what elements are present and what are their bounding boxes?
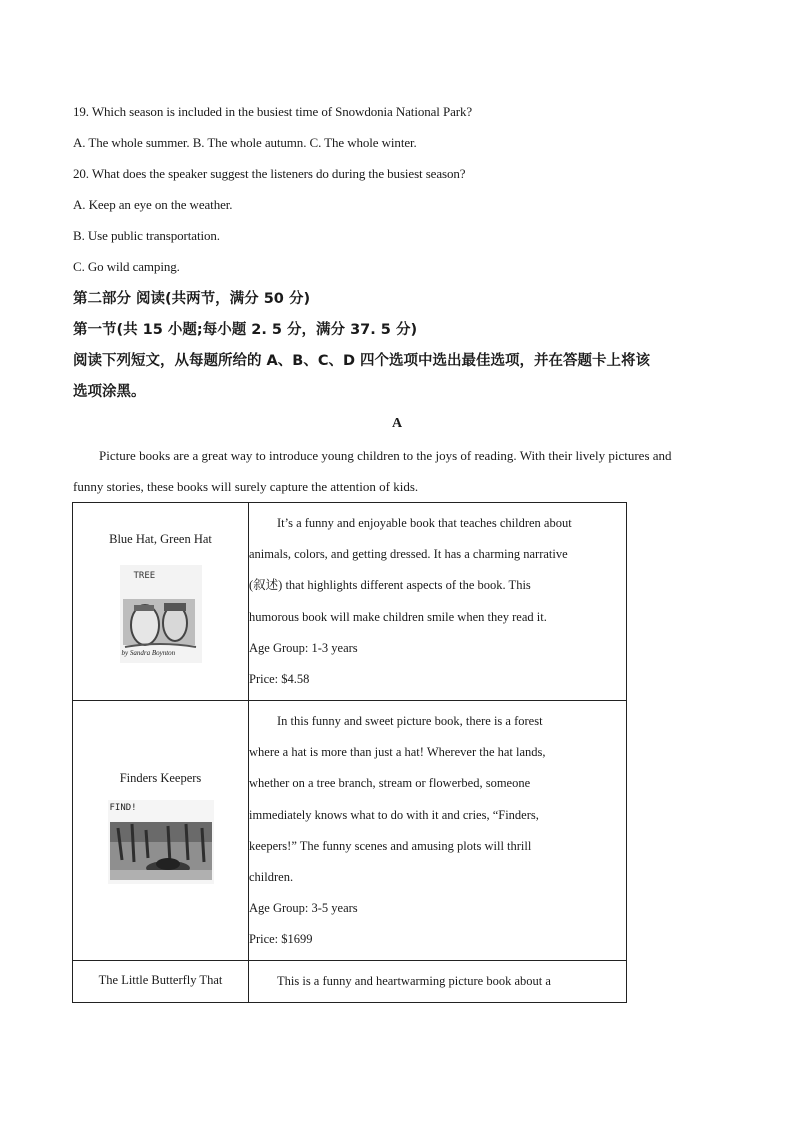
question-20-stem: 20. What does the speaker suggest the listeners do during the busiest season? bbox=[73, 166, 466, 181]
book-2-cover-image bbox=[108, 800, 214, 884]
table-row bbox=[73, 503, 627, 701]
intro-line-2: funny stories, these books will surely capture the attention of kids. bbox=[73, 479, 419, 494]
book-2-price: Price: $1699 bbox=[249, 932, 313, 947]
book-1-cell bbox=[73, 503, 249, 701]
table-row bbox=[73, 961, 627, 1003]
book-1-desc-line: animals, colors, and getting dressed. It has a charming narrative bbox=[249, 547, 568, 562]
book-2-desc-line: whether on a tree branch, stream or flowerbed, someone bbox=[249, 776, 531, 791]
question-19-options: A. The whole summer. B. The whole autumn. C. The whole winter. bbox=[73, 135, 417, 150]
book-3-cell bbox=[73, 961, 249, 1003]
book-2-cell bbox=[73, 701, 249, 961]
book-1-title: Blue Hat, Green Hat bbox=[109, 532, 212, 546]
book-1-desc-line: It’s a funny and enjoyable book that teaches children about bbox=[277, 516, 572, 530]
book-2-desc-line: children. bbox=[249, 870, 294, 885]
question-19-stem: 19. Which season is included in the busiest time of Snowdonia National Park? bbox=[73, 104, 473, 119]
book-1-desc-line: (叙述) that highlights different aspects of the book. This bbox=[249, 578, 531, 593]
book-2-title: Finders Keepers bbox=[119, 771, 202, 785]
book-2-cover-top-text: FIND! bbox=[109, 803, 137, 813]
section-heading: 第一节(共 15 小题;每小题 2. 5 分，满分 37. 5 分) bbox=[73, 322, 418, 338]
book-2-desc-line: immediately knows what to do with it and cries, “Finders, bbox=[249, 807, 539, 822]
books-table bbox=[72, 502, 627, 1003]
intro-line-1: Picture books are a great way to introduce young children to the joys of reading. With their lively pictures and bbox=[99, 448, 672, 463]
book-2-desc-line: keepers!” The funny scenes and amusing plots will thrill bbox=[249, 838, 532, 853]
book-1-description bbox=[249, 503, 627, 701]
book-3-title: The Little Butterfly That bbox=[98, 973, 223, 987]
book-1-cover-top-text: TREE bbox=[133, 571, 156, 581]
question-20-option-c: C. Go wild camping. bbox=[73, 259, 180, 274]
book-1-age-group: Age Group: 1-3 years bbox=[249, 640, 358, 655]
table-row bbox=[73, 701, 627, 961]
book-3-description bbox=[249, 961, 627, 1003]
question-20-option-a: A. Keep an eye on the weather. bbox=[73, 197, 233, 212]
book-1-cover-author-text: by Sandra Boynton bbox=[121, 649, 176, 657]
instruction-line-2: 选项涂黑。 bbox=[73, 384, 146, 400]
book-1-desc-line: humorous book will make children smile when they read it. bbox=[249, 609, 547, 624]
book-2-desc-line: In this funny and sweet picture book, there is a forest bbox=[277, 714, 543, 728]
passage-letter: A bbox=[391, 416, 403, 431]
instruction-line-1: 阅读下列短文，从每题所给的 A、B、C、D 四个选项中选出最佳选项，并在答题卡上将该 bbox=[73, 353, 651, 369]
part-heading: 第二部分 阅读(共两节，满分 50 分) bbox=[73, 291, 311, 307]
question-20-option-b: B. Use public transportation. bbox=[73, 228, 220, 243]
book-2-desc-line: where a hat is more than just a hat! Wherever the hat lands, bbox=[249, 745, 546, 760]
book-2-description bbox=[249, 701, 627, 961]
book-1-price: Price: $4.58 bbox=[249, 672, 310, 687]
book-2-age-group: Age Group: 3-5 years bbox=[249, 901, 358, 916]
passage-intro bbox=[73, 440, 723, 502]
book-1-cover-image bbox=[120, 565, 202, 663]
book-3-desc-line: This is a funny and heartwarming picture book about a bbox=[277, 974, 551, 988]
